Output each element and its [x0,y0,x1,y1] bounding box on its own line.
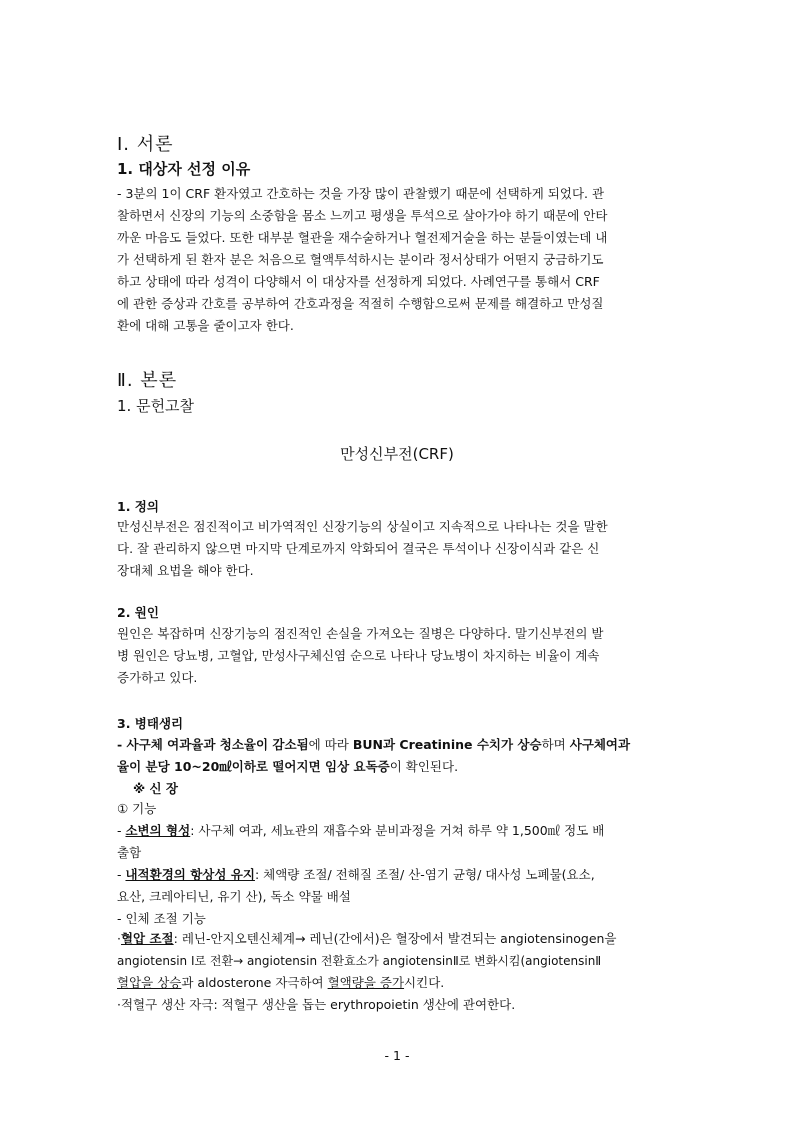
plain-text: - [117,823,126,838]
intro-line: 환에 대해 고통을 줄이고자 한다. [117,318,294,333]
pathophysiology-title: 3. 병태생리 [117,716,184,731]
plain-text: : 사구체 여과, 세뇨관의 재흡수와 분비과정을 거쳐 하루 약 1,500㎖ 정도 배 [190,823,605,838]
erythropoietin-line: ·적혈구 생산 자극: 적혈구 생산을 돕는 erythropoietin 생산에 관여한다. [117,997,516,1012]
pathophysiology-line [117,756,683,778]
pathophysiology-line [117,734,683,756]
intro-line: 찰하면서 신장의 기능의 소중함을 몸소 느끼고 평생을 투석으로 살아가야 하기 때문에 안타 [117,208,608,223]
plain-text: 과 aldosterone 자극하여 [181,975,328,990]
plain-text: 에 따라 [308,737,353,752]
cause-line: 증가하고 있다. [117,670,198,685]
body-heading: Ⅱ. 본론 [117,370,178,391]
emphasis-text: 율이 분당 10~20㎖이하로 떨어지면 임상 요독증 [117,759,390,774]
emphasis-text: - 사구체 여과율과 청소율이 감소됨 [117,737,309,752]
definition-line: 다. 잘 관리하지 않으면 마지막 단계로까지 악화되어 결국은 투석이나 신장이식과 같은 신 [117,541,600,556]
underlined-text: 혈액량을 증가 [327,975,405,990]
center-title: 만성신부전(CRF) [340,445,454,463]
plain-text: : 체액량 조절/ 전해질 조절/ 산-염기 균형/ 대사성 노폐물(요소, [254,867,595,882]
cause-line: 원인은 복잡하며 신장기능의 점진적인 손실을 가져오는 질병은 다양하다. 말기신부전의 발 [117,626,604,641]
emphasis-text: 사구체여과 [569,737,631,752]
urine-formation-cont: 출함 [117,845,142,860]
intro-line: 에 관한 증상과 간호를 공부하여 간호과정을 적절히 수행함으로써 문제를 해결하고 만성질 [117,296,604,311]
plain-text: 이 확인된다. [389,759,459,774]
underlined-text: 혈압을 상승 [117,975,182,990]
homeostasis-key: 내적환경의 항상성 유지 [125,867,255,882]
intro-line: 하고 상태에 따라 성격이 다양해서 이 대상자를 선정하게 되었다. 사례연구를 통해서 CRF [117,274,600,289]
kidney-label: ※ 신 장 [133,781,179,796]
urine-formation-key: 소변의 형성 [125,823,191,838]
blood-pressure-line-3 [117,972,683,994]
cause-line: 병 원인은 당뇨병, 고혈압, 만성사구체신염 순으로 나타나 당뇨병이 차지하는 비율이 계속 [117,648,600,663]
blood-pressure-key: 혈압 조절 [120,931,174,946]
blood-pressure-line-2: angiotensin Ⅰ로 전환→ angiotensin 전환효소가 angiotensinⅡ로 변화시킴(angiotensinⅡ [117,954,602,968]
intro-line: 가 선택하게 된 환자 분은 처음으로 혈액투석하시는 분이라 정서상태가 어떤지 궁금하기도 [117,252,604,267]
page-number: - 1 - [384,1048,410,1063]
body-regulation-label: - 인체 조절 기능 [117,911,206,926]
body-subheading: 1. 문헌고찰 [117,397,195,415]
plain-text: : 레닌-안지오텐신체계→ 레닌(간에서)은 혈장에서 발견되는 angiotensinogen을 [173,931,617,946]
intro-line: 까운 마음도 들었다. 또한 대부분 혈관을 재수술하거나 혈전제거술을 하는 분들이였는데 내 [117,230,608,245]
intro-subheading: 1. 대상자 선정 이유 [117,160,251,178]
cause-title: 2. 원인 [117,605,159,620]
blood-pressure-line [117,928,683,950]
definition-title: 1. 정의 [117,499,159,514]
homeostasis-line [117,864,683,886]
plain-text: 시킨다. [404,975,445,990]
plain-text: 하며 [541,737,570,752]
definition-line: 만성신부전은 점진적이고 비가역적인 신장기능의 상실이고 지속적으로 나타나는 것을 말한 [117,519,608,534]
intro-line: - 3분의 1이 CRF 환자였고 간호하는 것을 가장 많이 관찰했기 때문에 선택하게 되었다. 관 [117,186,605,201]
bullet-dot: · [117,931,121,946]
plain-text: - [117,867,126,882]
homeostasis-cont: 요산, 크레아티닌, 유기 산), 독소 약물 배설 [117,889,351,904]
intro-heading: Ⅰ. 서론 [117,134,174,155]
definition-line: 장대체 요법을 해야 한다. [117,563,254,578]
urine-formation-line [117,820,683,842]
emphasis-text: BUN과 Creatinine 수치가 상승 [352,737,542,752]
function-label: ① 기능 [117,801,157,816]
